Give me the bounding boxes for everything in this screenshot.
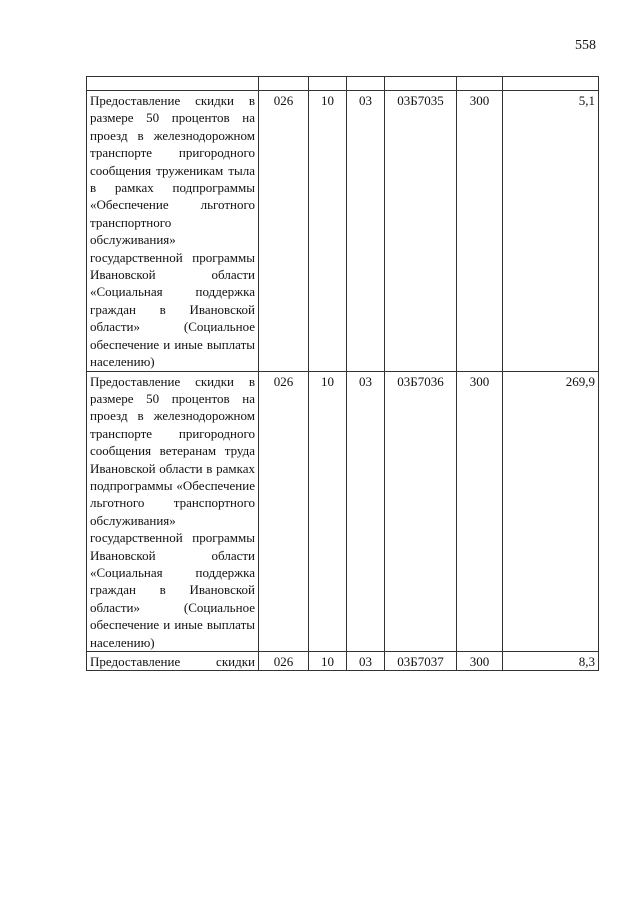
amount-value: 269,9 — [503, 371, 599, 652]
empty-header-cell — [259, 77, 309, 91]
budget-table — [86, 76, 599, 671]
target-article-code: 03Б7037 — [385, 652, 457, 671]
empty-header-cell — [385, 77, 457, 91]
empty-header-cell — [503, 77, 599, 91]
empty-header-cell — [87, 77, 259, 91]
empty-header-cell — [347, 77, 385, 91]
amount-value: 5,1 — [503, 91, 599, 372]
ministry-code: 026 — [259, 371, 309, 652]
row-description: Предоставление скидки в размере 50 процентов на проезд в железнодорожном транспорте пригородного сообщения ветеранам труда Ивановской области в рамках подпрограммы «Обеспечение льготного транспортного обслуживания» государственной программы Ивановской области «Социальная поддержка граждан в Ивановской области» (Социальное обеспечение и иные выплаты населению) — [87, 371, 259, 652]
amount-value: 8,3 — [503, 652, 599, 671]
row-description: Предоставление скидки — [87, 652, 259, 671]
table-row — [87, 91, 599, 372]
section-code: 10 — [309, 371, 347, 652]
table-header-row — [87, 77, 599, 91]
expense-type-code: 300 — [457, 371, 503, 652]
section-code: 10 — [309, 652, 347, 671]
subsection-code: 03 — [347, 91, 385, 372]
table-row — [87, 371, 599, 652]
subsection-code: 03 — [347, 652, 385, 671]
target-article-code: 03Б7036 — [385, 371, 457, 652]
page-number: 558 — [575, 38, 596, 53]
ministry-code: 026 — [259, 91, 309, 372]
empty-header-cell — [457, 77, 503, 91]
row-description: Предоставление скидки в размере 50 процентов на проезд в железнодорожном транспорте пригородного сообщения труженикам тыла в рамках подпрограммы «Обеспечение льготного транспортного обслуживания» государственной программы Ивановской области «Социальная поддержка граждан в Ивановской области» (Социальное обеспечение и иные выплаты населению) — [87, 91, 259, 372]
section-code: 10 — [309, 91, 347, 372]
empty-header-cell — [309, 77, 347, 91]
expense-type-code: 300 — [457, 652, 503, 671]
ministry-code: 026 — [259, 652, 309, 671]
target-article-code: 03Б7035 — [385, 91, 457, 372]
expense-type-code: 300 — [457, 91, 503, 372]
table-row — [87, 652, 599, 671]
subsection-code: 03 — [347, 371, 385, 652]
